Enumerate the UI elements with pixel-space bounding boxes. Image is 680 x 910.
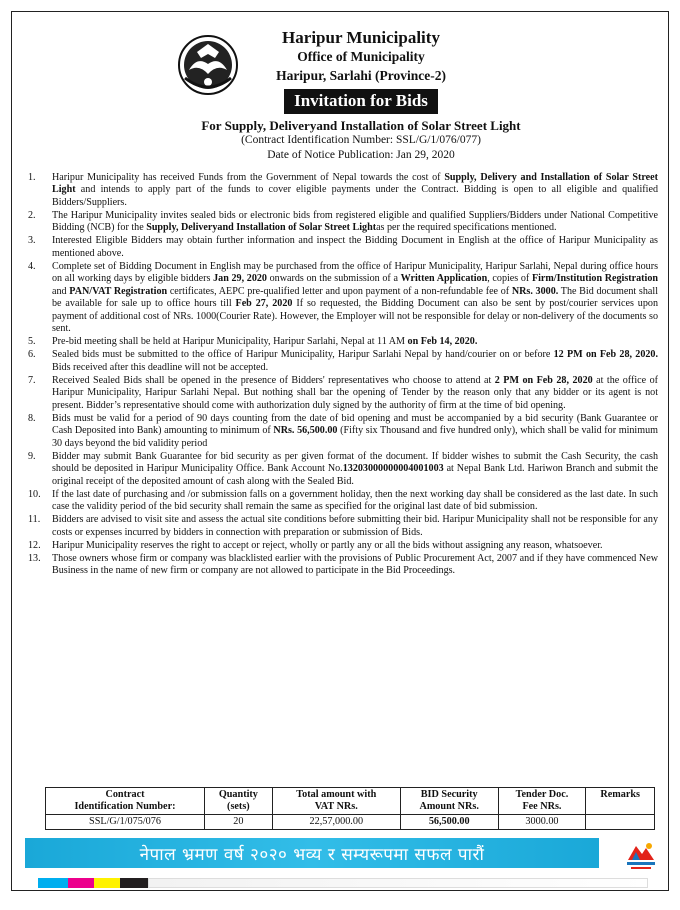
item-text-bold: Jan 29, 2020: [213, 273, 267, 285]
item-text-run: Sealed bids must be submitted to the office of Haripur Municipality, Haripur Sarlahi Nepal by hand/courier on or before: [52, 349, 554, 361]
item-number: 6.: [28, 349, 36, 361]
item-text-run: (Fifty six Thousand and five hundred only), which shall be valid for minimum 30 days beyond the bid validity period: [52, 425, 658, 449]
cell-bid-security: 56,500.00: [400, 815, 498, 830]
notice-title: Invitation for Bids: [284, 89, 438, 114]
item-text-run: If so requested, the Bidding Document can also be sent by post/courier services upon payment of additional cost of NRs. 1000(Courier Rate). However, the Employer will not be responsible for delay or non-delivery of the documents so sent.: [52, 298, 658, 335]
item-text-run: If the last date of purchasing and /or submission falls on a government holiday, then the next working day shall be considered as the last date. In such case the validity period of the bid security shall remain the same as specified for the original last date of bid submission.: [52, 488, 658, 513]
item-text-bold: 13203000000004001003: [342, 463, 444, 475]
header-bid-security: BID Security Amount NRs.: [400, 788, 498, 815]
item-text-run: Those owners whose firm or company was blacklisted earlier with the provisions of Public Procurement Act, 2007 and if they have commenced New Business in the name of new firm or company are not allowed to participate in the Bid Proceedings.: [52, 552, 658, 577]
item-text-run: Haripur Municipality reserves the right to accept or reject, wholly or partly any or all the bids without assigning any reason, whatsoever.: [52, 539, 603, 551]
item-text-run: The Haripur Municipality invites sealed bids or electronic bids from registered eligible and qualified Suppliers/Bidders under National Competitive Bidding (NCB) for the: [52, 209, 658, 234]
list-item: [28, 553, 658, 578]
item-text-bold: PAN/VAT Registration: [69, 285, 168, 297]
item-text: [52, 261, 658, 336]
item-text: [52, 451, 658, 488]
item-number: 7.: [28, 374, 36, 386]
color-swatch-cyan: [38, 878, 68, 888]
item-text-run: Complete set of Bidding Document in English may be purchased from the office of Haripur Municipality, Haripur Sarlahi, Nepal during office hours on all working days by eligible bidders: [52, 260, 658, 285]
item-text-run: Pre-bid meeting shall be held at Haripur Municipality, Haripur Sarlahi, Nepal at 11 AM: [52, 336, 408, 348]
bid-summary-table: [45, 787, 655, 830]
header-remarks: Remarks: [586, 788, 655, 815]
item-text-run: at Nepal Bank Ltd. Hariwon Branch and submit the original receipt of the deposited amount of cash along with the Sealed Bid.: [52, 463, 659, 487]
item-text-run: onwards on the submission of a: [266, 273, 401, 285]
visit-nepal-banner: नेपाल भ्रमण वर्ष २०२० भव्य र सम्यरूपमा सफल पारौं: [25, 838, 599, 868]
list-item: [28, 489, 658, 514]
list-item: [28, 514, 658, 539]
cell-quantity: 20: [204, 815, 272, 830]
item-number: 13.: [28, 552, 41, 564]
item-text-bold: Supply, Delivery and Installation of Solar Street Light: [52, 172, 658, 196]
item-text-run: , copies of: [487, 273, 532, 285]
item-text-bold: Written Application: [400, 273, 488, 285]
list-item: [28, 540, 658, 552]
color-swatch-yellow: [94, 878, 120, 888]
item-number: 5.: [28, 336, 36, 348]
item-text-run: Bidders are advised to visit site and assess the actual site conditions before submitting their bid. Haripur Municipality shall not be responsible for any costs or expenses incurred by bidders in connection with preparation or submission of Bids.: [52, 514, 658, 538]
list-item: [28, 451, 658, 488]
item-text: [52, 413, 658, 450]
item-number: 3.: [28, 235, 36, 247]
notice-frame: [11, 11, 669, 891]
header-contract-id: Contract Identification Number:: [46, 788, 205, 815]
item-text-run: Bids must be valid for a period of 90 days counting from the date of bid opening and must be accompanied by a bid security (Bank Guarantee or Cash Deposited into Bank) amounting to minimum of: [52, 412, 658, 437]
list-item: [28, 210, 658, 235]
list-item: [28, 336, 658, 348]
item-text-run: Bids received after this deadline will not be accepted.: [52, 361, 269, 373]
table-header-row: [46, 788, 655, 815]
print-color-bar: [38, 878, 648, 888]
item-number: 11.: [28, 514, 41, 526]
list-item: [28, 235, 658, 260]
item-text: [52, 540, 658, 552]
item-text-run: Bidder may submit Bank Guarantee for bid security as per given format of the document. If bidder wishes to submit the Cash Security, the cash should be deposited in Haripur Municipality Office. Bank Account No.: [52, 450, 658, 475]
cell-remarks: [586, 815, 655, 830]
item-text: [52, 172, 658, 209]
item-text-run: and intends to apply part of the funds to cover eligible payments under the Contract. Bidding is open to all eligible and qualified Bidders/Suppliers.: [52, 184, 658, 208]
item-number: 9.: [28, 450, 36, 462]
header-total-amount: Total amount with VAT NRs.: [272, 788, 400, 815]
item-text-bold: NRs. 56,500.00: [273, 425, 338, 437]
item-text-run: certificates, AEPC pre-qualified letter and upon payment of a non-refundable fee of: [167, 285, 512, 297]
notice-items-list: [28, 172, 658, 578]
item-text: [52, 336, 658, 348]
cell-total-amount: 22,57,000.00: [272, 815, 400, 830]
cell-contract-id: SSL/G/1/075/076: [46, 815, 205, 830]
item-number: 8.: [28, 412, 36, 424]
org-name: Haripur Municipality: [282, 28, 440, 47]
item-number: 1.: [28, 172, 36, 183]
list-item: [28, 349, 658, 374]
item-text: [52, 235, 658, 260]
item-text-run: and: [52, 285, 70, 297]
list-item: [28, 413, 658, 450]
item-text-bold: Firm/Institution Registration: [531, 273, 658, 285]
header-tender-fee: Tender Doc. Fee NRs.: [498, 788, 586, 815]
item-text-run: Haripur Municipality has received Funds from the Government of Nepal towards the cost of: [52, 172, 445, 183]
item-text-bold: 12 PM on Feb 28, 2020.: [553, 349, 659, 361]
item-text-run: at the office of Haripur Municipality, Haripur Sarlahi Nepal. But nothing shall bar the opening of Tender by the reason only that any bidder or its agent is not present. Bidder’s representative should come with authorization duly signed by the authority of firm at the time of bid opening.: [52, 374, 658, 411]
visit-nepal-2020-logo-icon: [622, 838, 660, 872]
item-text: [52, 553, 658, 578]
color-swatch-gradient: [148, 878, 648, 888]
item-text-bold: Supply, Deliveryand Installation of Solar Street Light: [146, 222, 377, 234]
item-text-bold: Feb 27, 2020: [235, 298, 293, 310]
notice-subject: For Supply, Deliveryand Installation of Solar Street Light: [201, 118, 521, 133]
color-swatch-magenta: [68, 878, 94, 888]
office-name: Office of Municipality: [297, 49, 425, 64]
item-number: 10.: [28, 488, 41, 500]
publication-date: Date of Notice Publication: Jan 29, 2020: [267, 149, 455, 161]
item-text-run: Received Sealed Bids shall be opened in the presence of Bidders' representatives who choose to attend at: [52, 374, 495, 386]
contract-identification: (Contract Identification Number: SSL/G/1/076/077): [241, 134, 481, 146]
item-text: [52, 514, 658, 539]
item-number: 12.: [28, 539, 41, 551]
item-text: [52, 349, 658, 374]
item-text: [52, 489, 658, 514]
item-text-run: Interested Eligible Bidders may obtain further information and inspect the Bidding Document in English at the office of Haripur Municipality as mentioned above.: [52, 235, 658, 259]
color-swatch-black: [120, 878, 148, 888]
office-location: Haripur, Sarlahi (Province-2): [276, 68, 446, 83]
item-number: 2.: [28, 209, 36, 221]
list-item: [28, 261, 658, 336]
item-text: [52, 210, 658, 235]
table-row: [46, 815, 655, 830]
item-text-run: The Bid document shall be available for sale up to office hours till: [52, 285, 658, 310]
list-item: [28, 375, 658, 412]
item-text-run: as per the required specifications mentioned.: [376, 222, 557, 234]
cell-tender-fee: 3000.00: [498, 815, 586, 830]
list-item: [28, 172, 658, 209]
item-text-bold: NRs. 3000.: [511, 285, 559, 297]
item-text: [52, 375, 658, 412]
item-text-bold: 2 PM on Feb 28, 2020: [494, 374, 593, 386]
item-text-bold: on Feb 14, 2020.: [407, 336, 478, 348]
item-number: 4.: [28, 260, 36, 272]
header-quantity: Quantity (sets): [204, 788, 272, 815]
